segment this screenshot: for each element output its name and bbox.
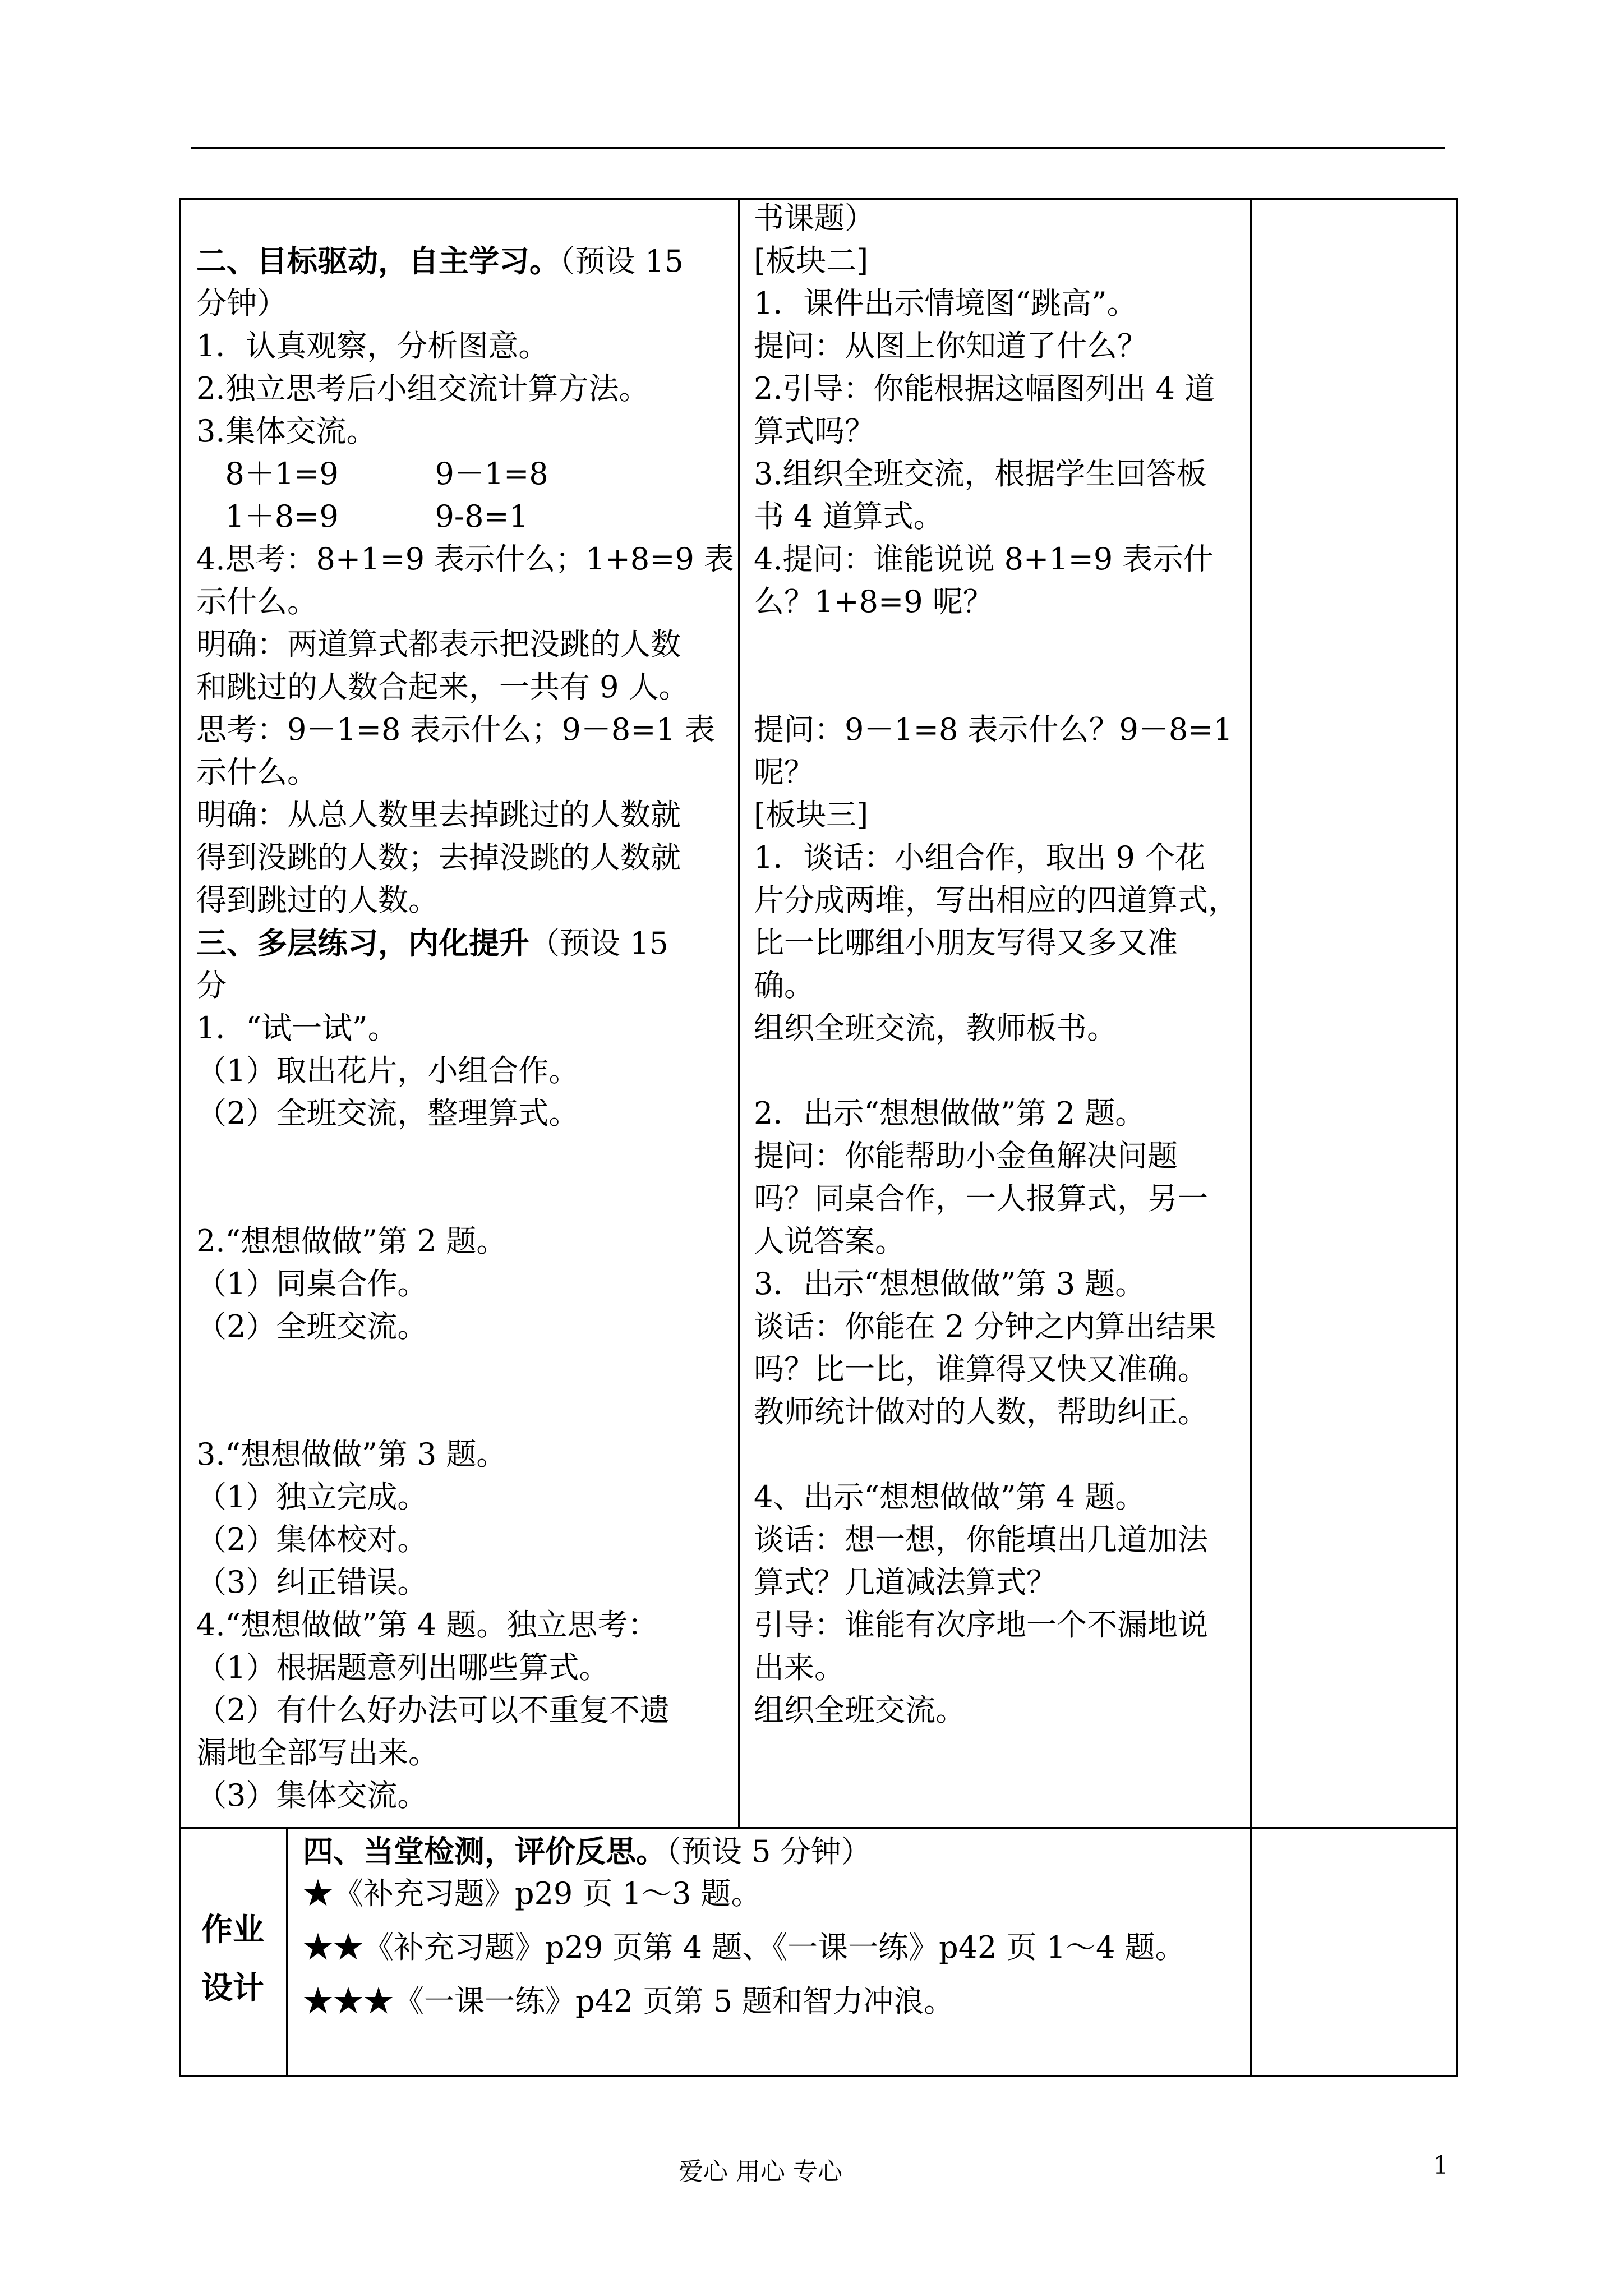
- text-line: [754, 1050, 1238, 1092]
- text-line: [板块二]: [754, 243, 869, 278]
- text-line: （2）全班交流。: [196, 1309, 428, 1344]
- text-line: 1．认真观察，分析图意。: [196, 328, 549, 364]
- text-line: 示什么。: [196, 754, 317, 790]
- left-column: [196, 240, 734, 1817]
- text-line: [196, 1391, 734, 1433]
- text-line: 算式？几道减法算式？: [754, 1565, 1057, 1600]
- heading-note: （预设 5 分钟）: [666, 1834, 872, 1869]
- text-line: 4.提问：谁能说说 8+1=9 表示什: [754, 541, 1214, 577]
- text-line: ★《补充习题》p29 页 1～3 题。: [303, 1876, 762, 1911]
- text-line: 组织全班交流，教师板书。: [754, 1010, 1117, 1046]
- homework-content: [303, 1830, 1186, 2031]
- section-heading: 二、目标驱动，自主学习。: [196, 243, 560, 279]
- text-line: 书课题）: [754, 200, 875, 236]
- text-line: ★★★《一课一练》p42 页第 5 题和智力冲浪。: [303, 1984, 955, 2019]
- text-line: 2．出示“想想做做”第 2 题。: [754, 1096, 1146, 1131]
- text-line: （2）集体校对。: [196, 1522, 428, 1557]
- text-line: 组织全班交流。: [754, 1692, 966, 1728]
- text-line: （1）根据题意列出哪些算式。: [196, 1650, 610, 1685]
- text-line: 明确：从总人数里去掉跳过的人数就: [196, 797, 681, 832]
- text-line: ★★《补充习题》p29 页第 4 题、《一课一练》p42 页 1～4 题。: [303, 1930, 1186, 1965]
- text-line: [196, 240, 734, 282]
- text-line: （1）同桌合作。: [196, 1266, 428, 1301]
- text-line: [196, 922, 734, 964]
- text-line: 谈话：你能在 2 分钟之内算出结果: [754, 1309, 1216, 1344]
- text-line: 算式吗？: [754, 413, 875, 449]
- text-line: [板块三]: [754, 797, 869, 832]
- text-line: 8＋1=9 9－1=8: [196, 456, 548, 491]
- text-line: 引导：谁能有次序地一个不漏地说: [754, 1607, 1208, 1642]
- column-divider-main: [738, 198, 740, 1827]
- text-line: （3）集体交流。: [196, 1778, 428, 1813]
- text-line: 和跳过的人数合起来，一共有 9 人。: [196, 669, 689, 705]
- text-line: 3.集体交流。: [196, 413, 377, 449]
- homework-label-line2: 设计: [201, 1970, 264, 2007]
- text-line: （1）独立完成。: [196, 1479, 428, 1515]
- text-line: 提问：从图上你知道了什么？: [754, 328, 1147, 364]
- text-line: 得到跳过的人数。: [196, 882, 439, 918]
- text-line: 思考：9－1=8 表示什么；9－8=1 表: [196, 712, 715, 747]
- text-line: 提问：9－1=8 表示什么？9－8=1: [754, 712, 1233, 747]
- text-line: [196, 1177, 734, 1220]
- text-line: 4.“想想做做”第 4 题。独立思考：: [196, 1607, 658, 1642]
- header-rule: [191, 147, 1445, 149]
- text-line: 呢？: [754, 754, 814, 790]
- text-line: 吗？比一比，谁算得又快又准确。: [754, 1351, 1208, 1387]
- text-line: 得到没跳的人数；去掉没跳的人数就: [196, 840, 681, 875]
- text-line: 3.组织全班交流，根据学生回答板: [754, 456, 1207, 491]
- text-line: 谈话：想一想，你能填出几道加法: [754, 1522, 1208, 1557]
- text-line: 比一比哪组小朋友写得又多又准: [754, 925, 1178, 960]
- text-line: 书 4 道算式。: [754, 499, 944, 534]
- text-line: 1．“试一试”。: [196, 1010, 398, 1046]
- text-line: 1．课件出示情境图“跳高”。: [754, 286, 1137, 321]
- heading-note: （预设 15: [529, 926, 668, 961]
- column-divider-label: [286, 1827, 288, 2077]
- text-line: 2.“想想做做”第 2 题。: [196, 1223, 507, 1259]
- text-line: 2.独立思考后小组交流计算方法。: [196, 371, 649, 406]
- text-line: 分: [196, 968, 227, 1003]
- text-line: 4、出示“想想做做”第 4 题。: [754, 1479, 1146, 1515]
- section-heading: 四、当堂检测，评价反思。: [303, 1833, 666, 1869]
- homework-label: [191, 1901, 275, 2017]
- text-line: 吗？同桌合作，一人报算式，另一: [754, 1181, 1208, 1216]
- text-line: 确。: [754, 968, 814, 1003]
- text-line: 人说答案。: [754, 1223, 905, 1259]
- text-line: [196, 1135, 734, 1177]
- text-line: 分钟）: [196, 286, 287, 321]
- text-line: 么？1+8=9 呢？: [754, 584, 993, 619]
- text-line: [303, 1830, 1186, 1872]
- text-line: 3.“想想做做”第 3 题。: [196, 1437, 507, 1472]
- page-number: 1: [1433, 2151, 1449, 2180]
- text-line: （1）取出花片，小组合作。: [196, 1053, 579, 1088]
- text-line: 片分成两堆，写出相应的四道算式，: [754, 882, 1238, 918]
- text-line: 2.引导：你能根据这幅图列出 4 道: [754, 371, 1215, 406]
- text-line: （3）纠正错误。: [196, 1565, 428, 1600]
- text-line: （2）有什么好办法可以不重复不遗: [196, 1692, 670, 1728]
- text-line: [196, 1348, 734, 1391]
- text-line: [754, 623, 1238, 666]
- row-divider-homework: [179, 1827, 1458, 1829]
- text-line: 教师统计做对的人数，帮助纠正。: [754, 1394, 1208, 1429]
- column-divider-notes: [1250, 198, 1252, 2077]
- heading-note: （预设 15: [560, 243, 684, 279]
- footer-motto: 爱心 用心 专心: [679, 2157, 842, 2186]
- text-line: 示什么。: [196, 584, 317, 619]
- text-line: [754, 1433, 1238, 1476]
- section-heading: 三、多层练习，内化提升: [196, 925, 529, 961]
- text-line: （2）全班交流，整理算式。: [196, 1096, 579, 1131]
- homework-label-line1: 作业: [201, 1911, 264, 1948]
- text-line: 1．谈话：小组合作，取出 9 个花: [754, 840, 1206, 875]
- text-line: 3．出示“想想做做”第 3 题。: [754, 1266, 1146, 1301]
- text-line: [754, 666, 1238, 708]
- text-line: 出来。: [754, 1650, 845, 1685]
- text-line: 4.思考：8+1=9 表示什么；1+8=9 表: [196, 541, 734, 577]
- text-line: 漏地全部写出来。: [196, 1735, 439, 1770]
- text-line: 提问：你能帮助小金鱼解决问题: [754, 1138, 1178, 1174]
- right-column: [754, 197, 1238, 1732]
- text-line: 明确：两道算式都表示把没跳的人数: [196, 627, 681, 662]
- text-line: 1＋8=9 9-8=1: [196, 499, 529, 534]
